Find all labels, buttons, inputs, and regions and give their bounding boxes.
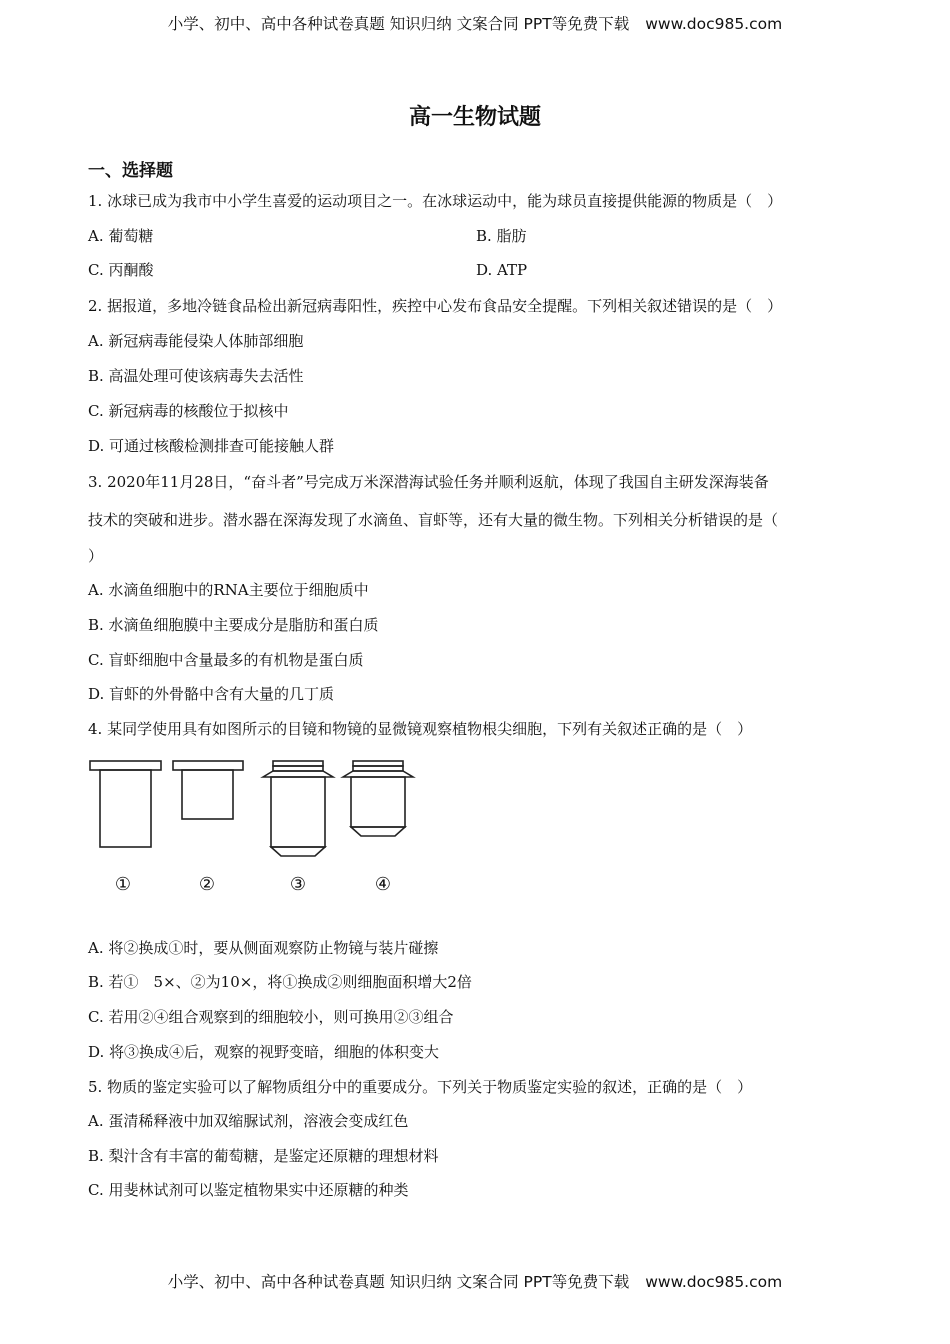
q5-stem: 5. 物质的鉴定实验可以了解物质组分中的重要成分。下列关于物质鉴定实验的叙述，正确的是（ ）: [88, 1078, 753, 1096]
q1-stem: 1. 冰球已成为我市中小学生喜爱的运动项目之一。在冰球运动中，能为球员直接提供能源的物质是（ ）: [88, 192, 783, 210]
q2-option-b: B. 高温处理可使该病毒失去活性: [88, 367, 304, 385]
q2-option-d: D. 可通过核酸检测排查可能接触人群: [88, 437, 335, 455]
figure-label-3: ③: [289, 874, 307, 895]
footer-banner-text: 小学、初中、高中各种试卷真题 知识归纳 文案合同 PPT等免费下载: [167, 1273, 630, 1291]
q5-option-a: A. 蛋清稀释液中加双缩脲试剂，溶液会变成红色: [88, 1112, 409, 1130]
q2-option-c: C. 新冠病毒的核酸位于拟核中: [88, 402, 289, 420]
q4-option-a: A. 将②换成①时，要从侧面观察防止物镜与装片碰擦: [88, 939, 439, 957]
q2-stem: 2. 据报道，多地冷链食品检出新冠病毒阳性，疾控中心发布食品安全提醒。下列相关叙述错误的是（ ）: [88, 297, 783, 315]
figure-label-1: ①: [114, 874, 132, 895]
q3-option-d: D. 盲虾的外骨骼中含有大量的几丁质: [88, 685, 335, 703]
objective-long-icon: [263, 761, 333, 856]
q3-stem-line3: ）: [88, 547, 104, 565]
page-title: 高一生物试题: [408, 105, 541, 130]
eyepiece-short-icon: [173, 761, 243, 819]
footer-banner-url[interactable]: www.doc985.com: [645, 1273, 783, 1291]
q3-stem-line1: 3. 2020年11月28日，“奋斗者”号完成万米深潜海试验任务并顺利返航，体现了我国自主研发深海装备: [88, 473, 769, 491]
q3-option-c: C. 盲虾细胞中含量最多的有机物是蛋白质: [88, 651, 364, 669]
banner-text: 小学、初中、高中各种试卷真题 知识归纳 文案合同 PPT等免费下载: [167, 15, 630, 33]
microscope-lens-figure: [85, 755, 425, 905]
figure-label-2: ②: [198, 874, 216, 895]
objective-short-icon: [343, 761, 413, 836]
q2-option-a: A. 新冠病毒能侵染人体肺部细胞: [88, 332, 304, 350]
q4-option-b: B. 若① 5×、②为10×，将①换成②则细胞面积增大2倍: [88, 973, 472, 991]
footer-banner: [0, 1270, 950, 1292]
header-banner: [0, 12, 950, 34]
banner-url[interactable]: www.doc985.com: [645, 15, 783, 33]
q3-stem-line2: 技术的突破和进步。潜水器在深海发现了水滴鱼、盲虾等，还有大量的微生物。下列相关分析错误的是（: [88, 511, 779, 529]
q1-option-d: D. ATP: [476, 261, 528, 279]
q3-option-a: A. 水滴鱼细胞中的RNA主要位于细胞质中: [88, 581, 369, 599]
q3-option-b: B. 水滴鱼细胞膜中主要成分是脂肪和蛋白质: [88, 616, 379, 634]
q4-stem: 4. 某同学使用具有如图所示的目镜和物镜的显微镜观察植物根尖细胞，下列有关叙述正确的是（ ）: [88, 720, 753, 738]
figure-label-4: ④: [374, 874, 392, 895]
q1-option-b: B. 脂肪: [476, 227, 527, 245]
q5-option-c: C. 用斐林试剂可以鉴定植物果实中还原糖的种类: [88, 1181, 409, 1199]
section-heading: 一、选择题: [88, 161, 173, 181]
eyepiece-long-icon: [90, 761, 161, 847]
q4-option-d: D. 将③换成④后，观察的视野变暗，细胞的体积变大: [88, 1043, 440, 1061]
q1-option-c: C. 丙酮酸: [88, 261, 154, 279]
q1-option-a: A. 葡萄糖: [88, 227, 154, 245]
q5-option-b: B. 梨汁含有丰富的葡萄糖，是鉴定还原糖的理想材料: [88, 1147, 439, 1165]
q4-option-c: C. 若用②④组合观察到的细胞较小，则可换用②③组合: [88, 1008, 454, 1026]
